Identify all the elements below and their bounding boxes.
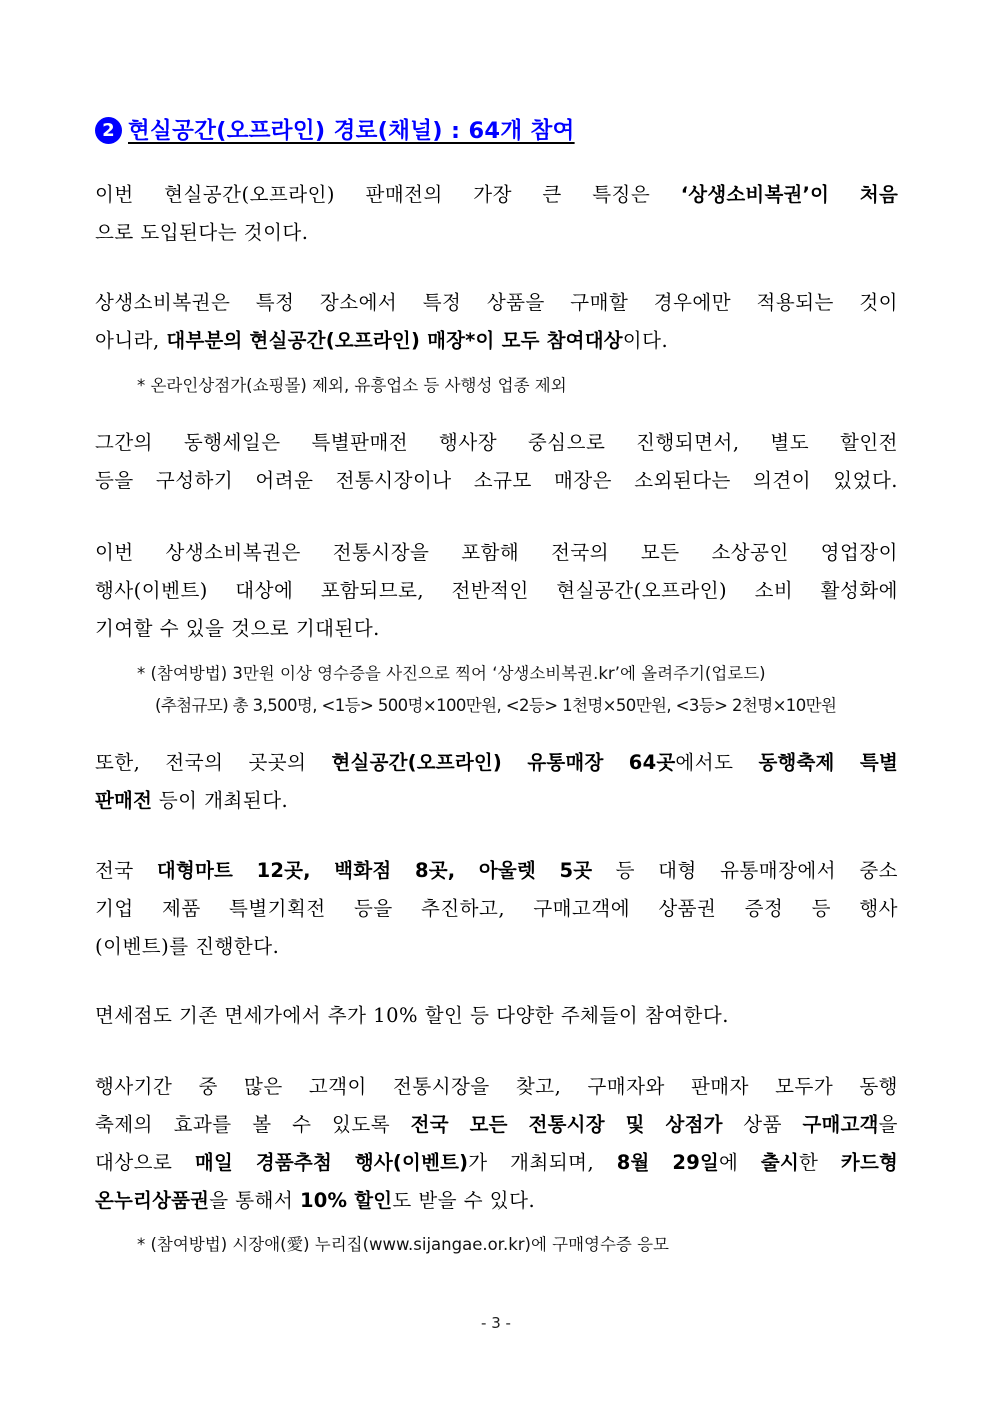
section-heading <box>95 115 575 147</box>
paragraph-special-sales: 또한, 전국의 곳곳의 현실공간(오프라인) 유통매장 64곳에서도 동행축제 특별 판매전 등이 개최된다. <box>95 751 898 812</box>
paragraph-large-retailers: 전국 대형마트 12곳, 백화점 8곳, 아울렛 5곳 등 대형 유통매장에서 중소 기업 제품 특별기획전 등을 추진하고, 구매고객에 상품권 증정 등 행사 (이벤트)를 진행한다. <box>95 859 899 958</box>
section-heading-text: 현실공간(오프라인) 경로(채널) : 64개 참여 <box>128 118 575 144</box>
paragraph-small-business: 이번 상생소비복권은 전통시장을 포함해 전국의 모든 소상공인 영업장이 행사(이벤트) 대상에 포함되므로, 전반적인 현실공간(오프라인) 소비 활성화에 기여할 수 있을 것으로 기대된다. <box>95 541 898 640</box>
paragraph-duty-free: 면세점도 기존 면세가에서 추가 10% 할인 등 다양한 주체들이 참여한다. <box>95 1004 729 1027</box>
footnote-draw-scale: (추첨규모) 총 3,500명, <1등> 500명×100만원, <2등> 1천명×50만원, <3등> 2천명×10만원 <box>155 696 837 715</box>
section-number-badge: 2 <box>95 117 122 144</box>
paragraph-traditional-markets: 행사기간 중 많은 고객이 전통시장을 찾고, 구매자와 판매자 모두가 동행 축제의 효과를 볼 수 있도록 전국 모든 전통시장 및 상점가 상품 구매고객을 대상으로 매일 경품추첨 행사(이벤트)가 개최되며, 8월 29일에 출시한 카드형 온누리상품권을 통해서 10% 할인도 받을 수 있다. <box>95 1075 899 1212</box>
footnote-market-entry: * (참여방법) 시장애(愛) 누리집(www.sijangae.or.kr)에 구매영수증 응모 <box>137 1235 669 1254</box>
page-number: - 3 - <box>481 1314 511 1332</box>
footnote-excluded-stores: * 온라인상점가(쇼핑몰) 제외, 유흥업소 등 사행성 업종 제외 <box>137 376 567 395</box>
paragraph-lottery-intro: 이번 현실공간(오프라인) 판매전의 가장 큰 특징은 ‘상생소비복권’이 처음 으로 도입된다는 것이다. <box>95 183 898 244</box>
footnote-participation-method: * (참여방법) 3만원 이상 영수증을 사진으로 찍어 ‘상생소비복권.kr’에 올려주기(업로드) <box>137 664 766 683</box>
paragraph-lottery-scope: 상생소비복권은 특정 장소에서 특정 상품을 구매할 경우에만 적용되는 것이 아니라, 대부분의 현실공간(오프라인) 매장*이 모두 참여대상이다. <box>95 291 898 352</box>
paragraph-past-sales: 그간의 동행세일은 특별판매전 행사장 중심으로 진행되면서, 별도 할인전 등을 구성하기 어려운 전통시장이나 소규모 매장은 소외된다는 의견이 있었다. <box>95 431 898 492</box>
